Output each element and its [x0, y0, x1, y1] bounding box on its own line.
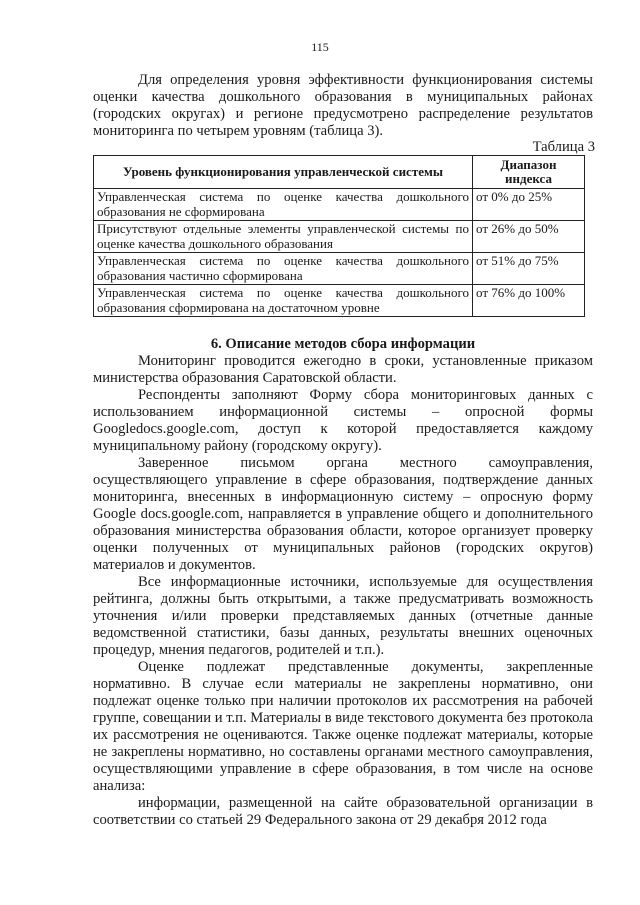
intro-paragraph: Для определения уровня эффективности функционирования системы оценки качества дошкольного образования в муниципальных районах (городских округах) и регионе предусмотрено распределение результатов мониторинга по четырем уровням (таблица 3).: [93, 72, 593, 139]
table-cell-level: Управленческая система по оценке качества дошкольного образования не сформирована: [94, 189, 473, 221]
table-cell-level: Управленческая система по оценке качества дошкольного образования сформирована на достаточном уровне: [94, 285, 473, 317]
table-header-level: Уровень функционирования управленческой системы: [94, 156, 473, 189]
efficiency-levels-table: [93, 155, 585, 317]
page-number: 115: [311, 40, 329, 54]
body-paragraph: Все информационные источники, используемые для осуществления рейтинга, должны быть открытыми, а также предусматривать возможность уточнения и/или проверки представляемых данных (отчетные данные ведомственной статистики, базы данных, результаты внешних оценочных процедур, мнения педагогов, родителей и т.п.).: [93, 574, 593, 658]
table-row: [94, 189, 585, 221]
table-row: [94, 285, 585, 317]
table-row: [94, 253, 585, 285]
table-cell-range: от 51% до 75%: [473, 253, 585, 285]
body-paragraph: Оценке подлежат представленные документы, закрепленные нормативно. В случае если материалы не закреплены нормативно, они подлежат оценке только при наличии протоколов их рассмотрения на рабочей группе, совещании и т.п. Материалы в виде текстового документа без протокола их рассмотрения не оцениваются. Также оценке подлежат материалы, которые не закреплены нормативно, но составлены органами местного самоуправления, осуществляющими управление в сфере образования, в том числе на основе анализа:: [93, 659, 593, 794]
intro-section: [93, 72, 593, 140]
body-paragraph: Мониторинг проводится ежегодно в сроки, установленные приказом министерства образования Саратовской области.: [93, 353, 593, 386]
table-cell-range: от 26% до 50%: [473, 221, 585, 253]
section-heading: 6. Описание методов сбора информации: [210, 336, 476, 352]
body-paragraph: информации, размещенной на сайте образовательной организации в соответствии со статьей 29 Федерального закона от 29 декабря 2012 года: [93, 795, 593, 828]
body-paragraph: Респонденты заполняют Форму сбора мониторинговых данных с использованием информационной системы – опросной формы Googledocs.google.com, доступ к которой предоставляется каждому муниципальному району (городскому округу).: [93, 387, 593, 454]
table-cell-range: от 0% до 25%: [473, 189, 585, 221]
section-body: [93, 353, 593, 829]
table-cell-level: Управленческая система по оценке качества дошкольного образования частично сформирована: [94, 253, 473, 285]
table-cell-range: от 76% до 100%: [473, 285, 585, 317]
table-header-range: Диапазон индекса: [473, 156, 585, 189]
table-caption: Таблица 3: [532, 139, 595, 155]
table-header-row: [94, 156, 585, 189]
table-row: [94, 221, 585, 253]
body-paragraph: Заверенное письмом органа местного самоуправления, осуществляющего управление в сфере образования, подтверждение данных мониторинга, внесенных в информационную систему – опросную форму Google docs.google.com, направляется в управление общего и дополнительного образования министерства образования области, которое организует проверку оценки полученных от муниципальных районов (городских округов) материалов и документов.: [93, 455, 593, 573]
table-cell-level: Присутствуют отдельные элементы управленческой системы по оценке качества дошкольного образования: [94, 221, 473, 253]
